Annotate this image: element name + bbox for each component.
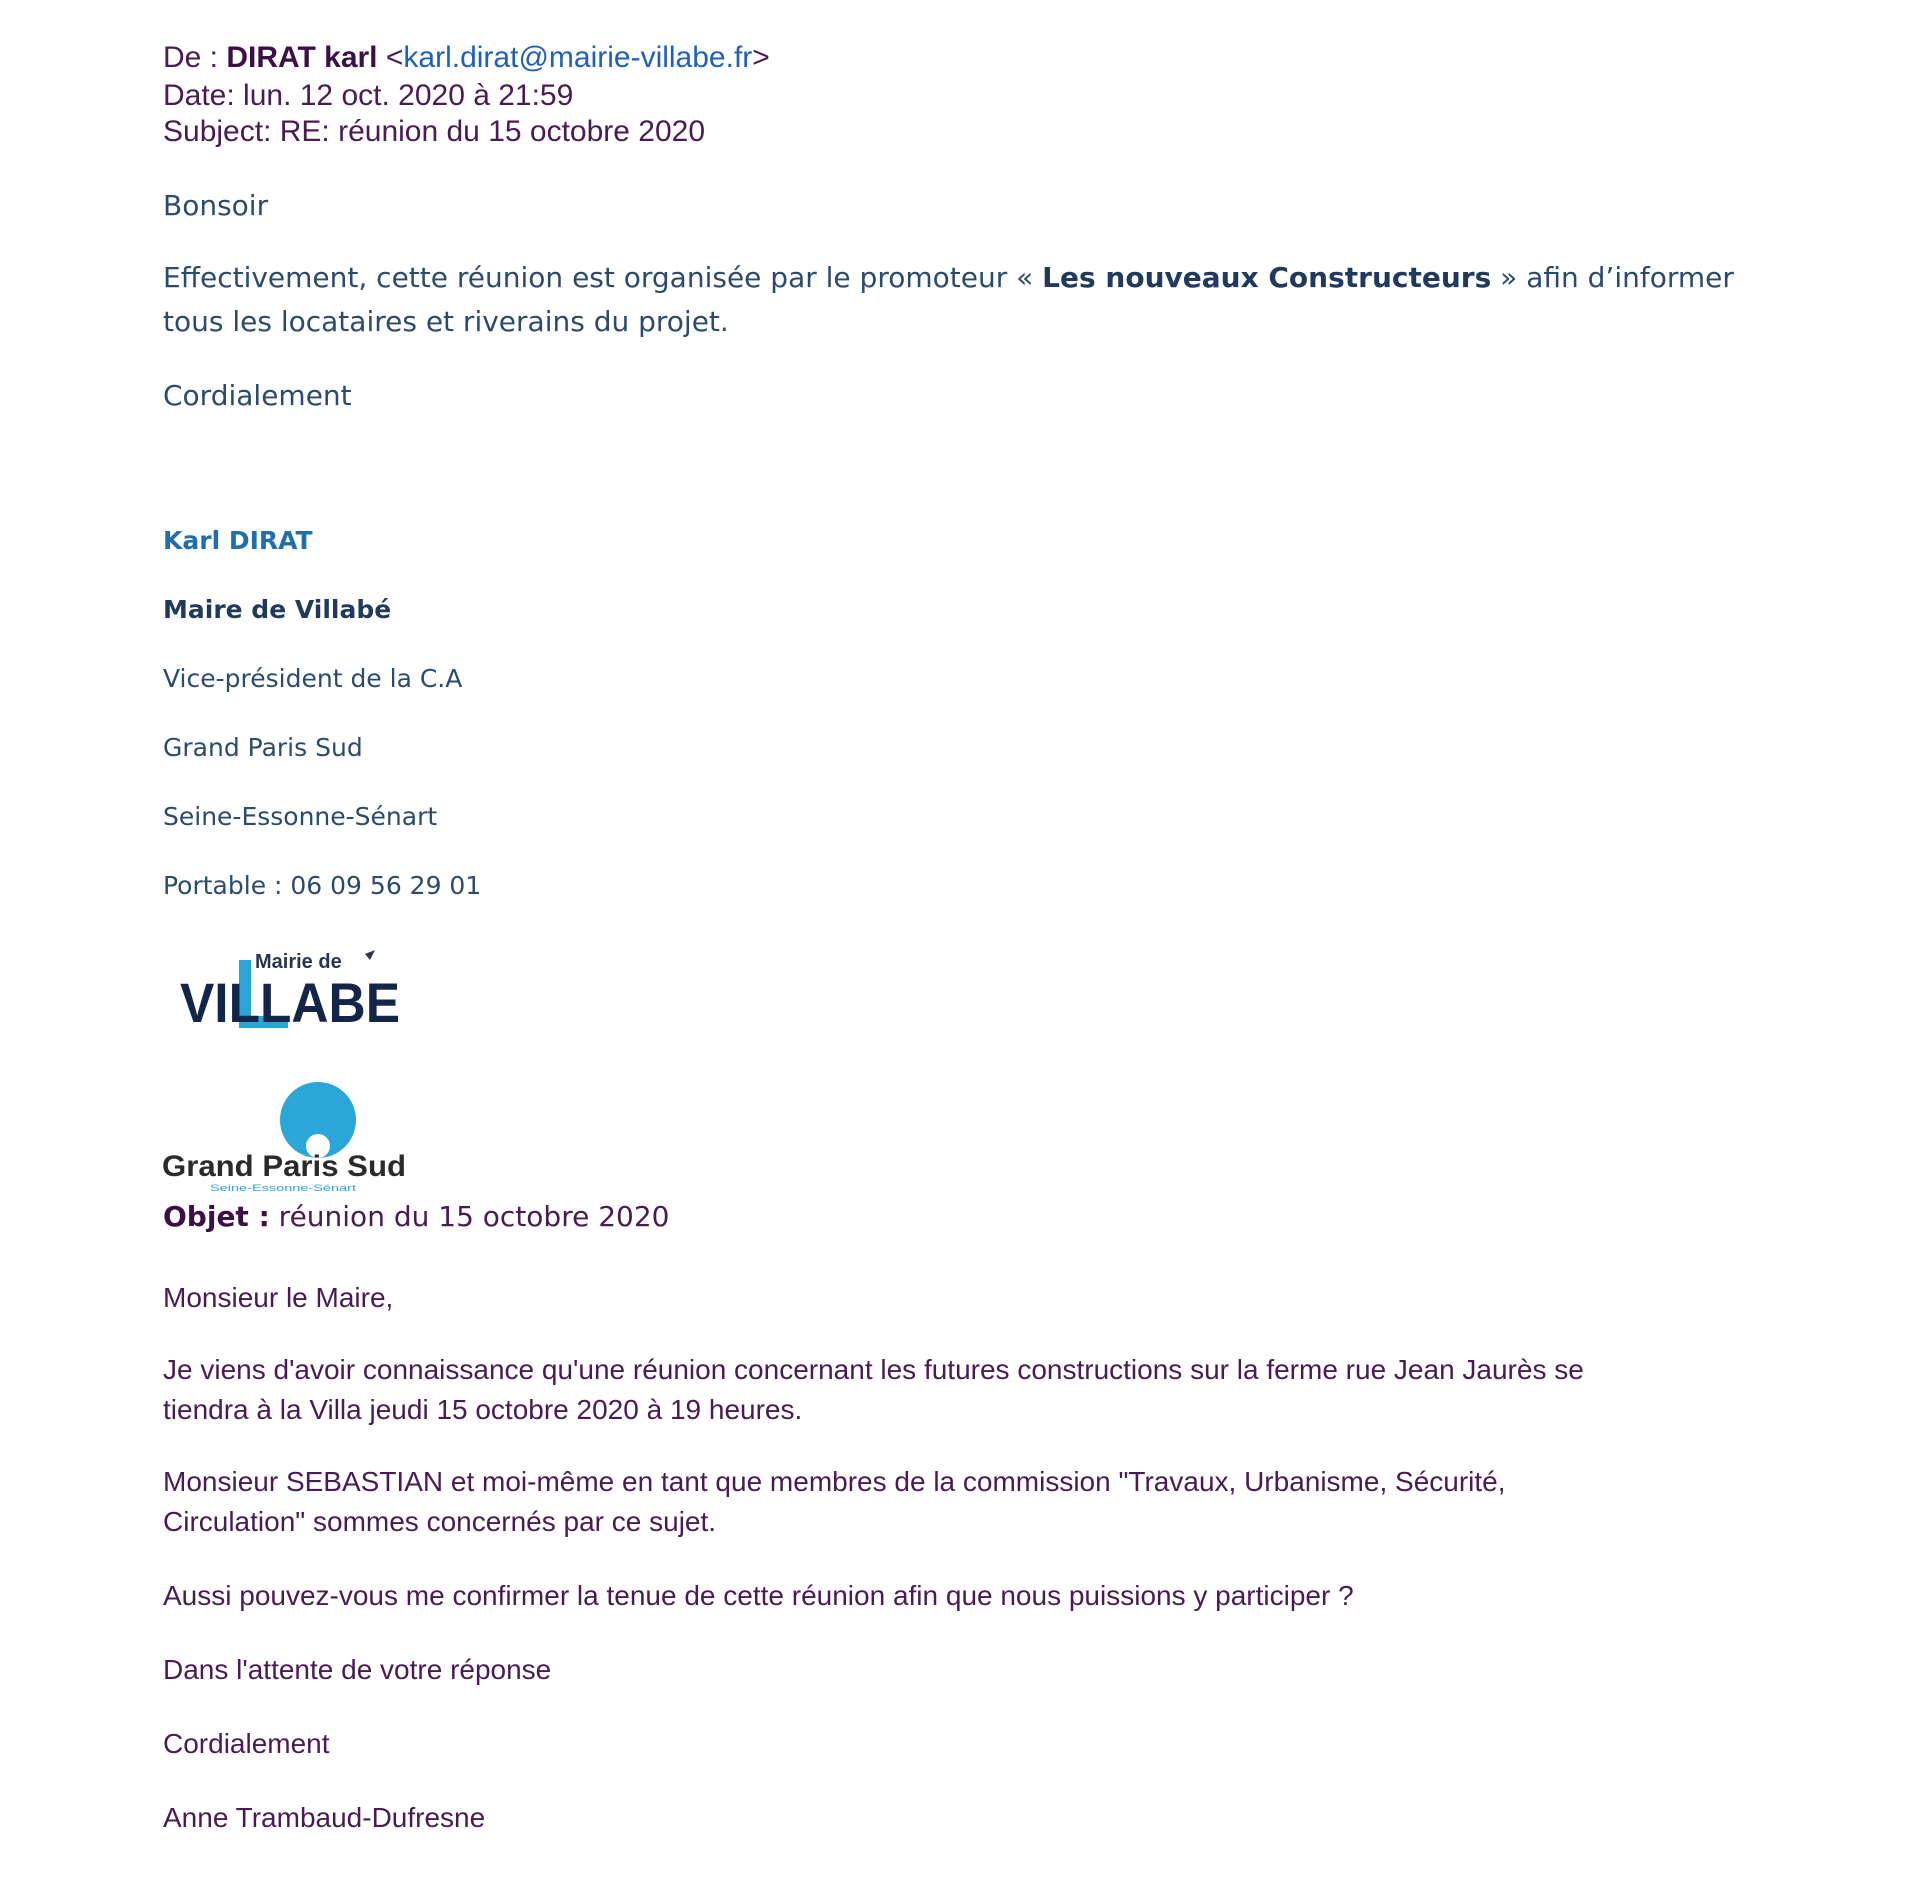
objet-label: Objet : bbox=[163, 1200, 270, 1233]
from-name: DIRAT karl bbox=[226, 41, 378, 74]
from-email-link[interactable]: karl.dirat@mairie-villabe.fr bbox=[403, 41, 753, 74]
mairie-villabe-logo bbox=[170, 940, 410, 1040]
signature-line-3: Seine-Essonne-Sénart bbox=[163, 802, 438, 831]
email-from-line bbox=[163, 40, 770, 76]
original-para-2-line-1: Monsieur SEBASTIAN et moi-même en tant que membres de la commission "Travaux, Urbanisme, Sécurité, bbox=[163, 1466, 1506, 1497]
email-bracket-open: < bbox=[385, 41, 404, 74]
logo-villabe-main-text: VILLABE bbox=[180, 971, 400, 1034]
signature-line-2: Grand Paris Sud bbox=[163, 733, 363, 762]
email-bracket-close: > bbox=[752, 41, 770, 74]
email-subject-line: Subject: RE: réunion du 15 octobre 2020 bbox=[163, 115, 706, 148]
reply-greeting: Bonsoir bbox=[163, 189, 269, 222]
logo-villabe-top-text: Mairie de bbox=[255, 951, 342, 973]
grand-paris-sud-logo bbox=[160, 1080, 410, 1195]
reply-para-bold: Les nouveaux Constructeurs bbox=[1042, 261, 1492, 294]
original-signature: Anne Trambaud-Dufresne bbox=[163, 1802, 486, 1833]
reply-para-start: Effectivement, cette réunion est organisée par le promoteur « bbox=[163, 261, 1043, 294]
signature-title: Maire de Villabé bbox=[163, 595, 392, 624]
original-para-1-line-1: Je viens d'avoir connaissance qu'une réunion concernant les futures constructions sur la ferme rue Jean Jaurès se bbox=[163, 1354, 1584, 1385]
reply-closing: Cordialement bbox=[163, 379, 352, 412]
from-label: De : bbox=[163, 41, 219, 74]
original-objet-line bbox=[163, 1200, 669, 1233]
original-salutation: Monsieur le Maire, bbox=[163, 1282, 394, 1313]
signature-line-1: Vice-président de la C.A bbox=[163, 664, 463, 693]
signature-name: Karl DIRAT bbox=[163, 526, 313, 555]
original-para-3: Aussi pouvez-vous me confirmer la tenue de cette réunion afin que nous puissions y participer ? bbox=[163, 1580, 1354, 1611]
logo-gps-main-text: Grand Paris Sud bbox=[162, 1150, 406, 1183]
email-date-line: Date: lun. 12 oct. 2020 à 21:59 bbox=[163, 79, 574, 112]
original-closing: Cordialement bbox=[163, 1728, 330, 1759]
signature-phone: Portable : 06 09 56 29 01 bbox=[163, 871, 482, 900]
logo-gps-sub-text: Seine-Essonne-Sénart bbox=[210, 1183, 357, 1193]
reply-paragraph bbox=[163, 256, 1783, 344]
reply-para-end: » afin d’informer tous les locataires et riverains du projet. bbox=[163, 261, 1734, 338]
objet-text: réunion du 15 octobre 2020 bbox=[269, 1200, 670, 1233]
original-para-2-line-2: Circulation" sommes concernés par ce sujet. bbox=[163, 1506, 717, 1537]
original-para-4: Dans l'attente de votre réponse bbox=[163, 1654, 552, 1685]
original-para-1-line-2: tiendra à la Villa jeudi 15 octobre 2020 à 19 heures. bbox=[163, 1394, 803, 1425]
